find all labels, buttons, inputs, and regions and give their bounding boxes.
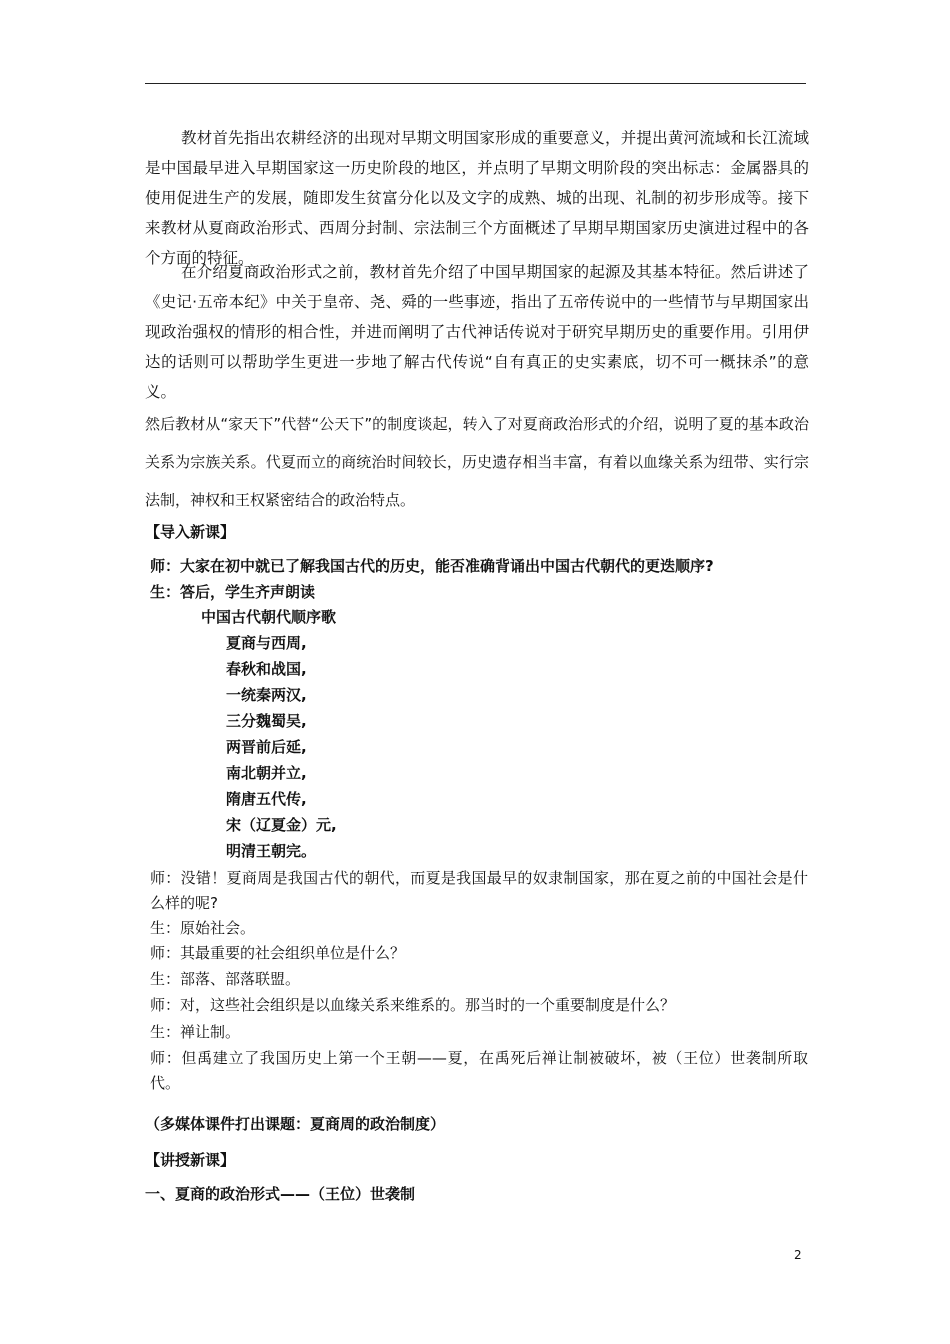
section-heading-teach: 【讲授新课】 (145, 1151, 236, 1169)
header-rule (145, 83, 806, 84)
dialogue-line: 生：部落、部落联盟。 (150, 970, 301, 988)
dialogue-line: 师：但禹建立了我国历史上第一个王朝——夏，在禹死后禅让制被破坏，被（王位）世袭制所取代。 (150, 1049, 808, 1092)
song-line: 一统秦两汉, (226, 686, 307, 704)
section-one-title: 一、夏商的政治形式——（王位）世袭制 (145, 1185, 416, 1203)
song-line: 明清王朝完。 (226, 842, 317, 860)
intro-paragraph-3: 然后教材从“家天下”代替“公天下”的制度谈起，转入了对夏商政治形式的介绍，说明了夏的基本政治关系为宗族关系。代夏而立的商统治时间较长，历史遗存相当丰富，有着以血缘关系为纽带、实行宗法制，神权和王权紧密结合的政治特点。 (145, 415, 809, 509)
song-line: 隋唐五代传, (226, 790, 307, 808)
teacher-question: 师：大家在初中就已了解我国古代的历史，能否准确背诵出中国古代朝代的更迭顺序? (150, 557, 714, 575)
song-title: 中国古代朝代顺序歌 (201, 608, 337, 626)
song-line: 春秋和战国, (226, 660, 307, 678)
song-line: 两晋前后延, (226, 738, 307, 756)
song-line: 宋（辽夏金）元, (226, 816, 337, 834)
intro-paragraph-2: 在介绍夏商政治形式之前，教材首先介绍了中国早期国家的起源及其基本特征。然后讲述了《史记·五帝本纪》中关于皇帝、尧、舜的一些事迹，指出了五帝传说中的一些情节与早期国家出现政治强权的情形的相合性，并进而阐明了古代神话传说对于研究早期历史的重要作用。引用伊达的话则可以帮助学生更进一步地了解古代传说“自有真正的史实素底，切不可一概抹杀”的意义。 (145, 263, 809, 401)
intro-paragraph-1: 教材首先指出农耕经济的出现对早期文明国家形成的重要意义，并提出黄河流域和长江流域是中国最早进入早期国家这一历史阶段的地区，并点明了早期文明阶段的突出标志：金属器具的使用促进生产的发展，随即发生贫富分化以及文字的成熟、城的出现、礼制的初步形成等。接下来教材从夏商政治形式、西周分封制、宗法制三个方面概述了早期早期国家历史演进过程中的各个方面的特征。 (145, 129, 809, 267)
page-number: 2 (794, 1248, 802, 1262)
song-line: 夏商与西周, (226, 634, 307, 652)
dialogue-line: 生：禅让制。 (150, 1023, 241, 1041)
dialogue-line: 生：原始社会。 (150, 919, 256, 937)
section-heading-intro: 【导入新课】 (145, 523, 236, 541)
student-answer: 生：答后，学生齐声朗读 (150, 583, 316, 601)
dialogue-line: 师：没错！夏商周是我国古代的朝代，而夏是我国最早的奴隶制国家，那在夏之前的中国社会是什么样的呢? (150, 869, 808, 912)
song-line: 南北朝并立, (226, 764, 307, 782)
multimedia-note: （多媒体课件打出课题：夏商周的政治制度） (145, 1115, 446, 1133)
dialogue-line: 师：其最重要的社会组织单位是什么？ (150, 944, 406, 962)
dialogue-line: 师：对，这些社会组织是以血缘关系来维系的。那当时的一个重要制度是什么？ (150, 996, 676, 1014)
song-line: 三分魏蜀吴, (226, 712, 307, 730)
